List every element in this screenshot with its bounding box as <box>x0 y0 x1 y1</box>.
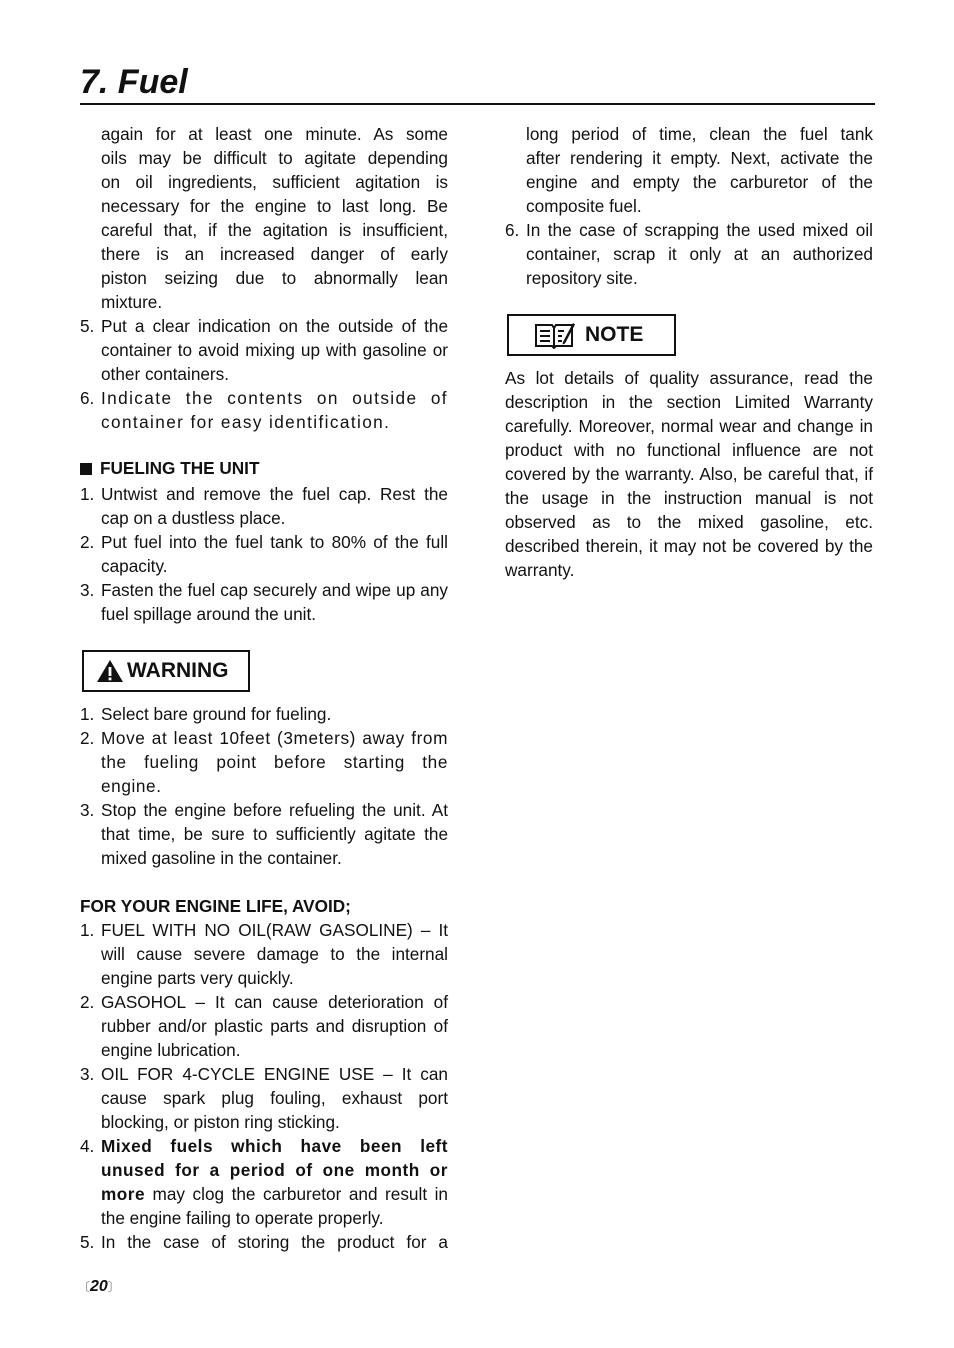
item-text <box>101 1134 448 1230</box>
item-number: 6. <box>80 388 95 408</box>
item-text: FUEL WITH NO OIL(RAW GASOLINE) – It will cause severe damage to the internal engine parts very quickly. <box>101 920 448 988</box>
item-number: 1. <box>80 704 95 724</box>
text-line: piston seizing due to abnormally lean <box>101 268 448 288</box>
bold-emphasis: Mixed fuels which have been left unused for a period of one month or more <box>101 1136 448 1204</box>
square-bullet-icon <box>80 463 92 475</box>
avoid-list <box>80 918 448 1254</box>
item-text: Put a clear indication on the outside of the container to avoid mixing up with gasoline or other containers. <box>101 316 448 384</box>
item-text: OIL FOR 4-CYCLE ENGINE USE – It can cause spark plug fouling, exhaust port blocking, or piston ring sticking. <box>101 1064 448 1132</box>
page-number-value: 20 <box>90 1278 108 1295</box>
text-line: long period of time, clean the fuel tank <box>526 124 873 144</box>
list-item <box>80 314 448 386</box>
list-item <box>80 530 448 578</box>
warning-label: WARNING <box>127 659 229 682</box>
continuation-paragraph <box>80 122 448 314</box>
text-line: after rendering it empty. Next, activate the <box>526 148 873 168</box>
item-number: 1. <box>80 484 95 504</box>
list-item <box>80 990 448 1062</box>
item-text-rest: may clog the carburetor and result in the engine failing to operate properly. <box>101 1184 448 1228</box>
text-line: engine and empty the carburetor of the <box>526 172 873 192</box>
list-item <box>80 578 448 626</box>
mixing-list <box>80 314 448 434</box>
text-line: mixture. <box>101 292 163 312</box>
warning-box <box>82 650 250 692</box>
item-number: 3. <box>80 1064 95 1084</box>
item-number: 2. <box>80 728 95 748</box>
right-column <box>505 122 873 582</box>
list-item <box>80 482 448 530</box>
list-item <box>80 798 448 870</box>
title-rule <box>80 103 875 105</box>
item-number: 6. <box>505 220 520 240</box>
scrap-list <box>505 218 873 290</box>
fueling-heading <box>80 456 448 480</box>
item-text: GASOHOL – It can cause deterioration of rubber and/or plastic parts and disruption of engine lubrication. <box>101 992 448 1060</box>
list-item <box>80 702 448 726</box>
item-text: In the case of scrapping the used mixed oil container, scrap it only at an authorized repository site. <box>526 220 873 288</box>
item-text: Move at least 10feet (3meters) away from the fueling point before starting the engine. <box>101 728 448 796</box>
item-number: 3. <box>80 580 95 600</box>
text-line: necessary for the engine to last long. Be <box>101 196 448 216</box>
list-item <box>80 918 448 990</box>
note-box <box>507 314 676 356</box>
item-number: 5. <box>80 316 95 336</box>
text-line: careful that, if the agitation is insufficient, <box>101 220 448 240</box>
warning-list <box>80 702 448 870</box>
list-item <box>80 386 448 434</box>
item-number: 3. <box>80 800 95 820</box>
avoid-heading: FOR YOUR ENGINE LIFE, AVOID; <box>80 896 351 916</box>
item-number: 4. <box>80 1136 95 1156</box>
item-number: 2. <box>80 532 95 552</box>
page-title: 7. Fuel <box>80 63 188 101</box>
item-text: Indicate the contents on outside of container for easy identification. <box>101 388 448 432</box>
item-text: In the case of storing the product for a <box>101 1232 448 1252</box>
text-line: on oil ingredients, sufficient agitation is <box>101 172 448 192</box>
continuation-paragraph <box>505 122 873 218</box>
item-text: Fasten the fuel cap securely and wipe up any fuel spillage around the unit. <box>101 580 448 624</box>
list-item <box>80 726 448 798</box>
open-book-pencil-icon <box>533 320 575 350</box>
text-line: oils may be difficult to agitate depending <box>101 148 448 168</box>
item-text: Select bare ground for fueling. <box>101 704 332 724</box>
page-number: 〔20〕 <box>78 1278 120 1295</box>
item-number: 5. <box>80 1232 95 1252</box>
item-number: 2. <box>80 992 95 1012</box>
item-text: Put fuel into the fuel tank to 80% of the full capacity. <box>101 532 448 576</box>
fueling-list <box>80 482 448 626</box>
item-number: 1. <box>80 920 95 940</box>
text-line: again for at least one minute. As some <box>101 124 448 144</box>
heading-text: FUELING THE UNIT <box>100 458 260 478</box>
left-column <box>80 122 448 1254</box>
item-text: Untwist and remove the fuel cap. Rest the cap on a dustless place. <box>101 484 448 528</box>
warning-triangle-icon <box>96 659 124 683</box>
text-line: there is an increased danger of early <box>101 244 448 264</box>
list-item <box>80 1062 448 1134</box>
list-item <box>80 1134 448 1230</box>
text-line: composite fuel. <box>526 196 642 216</box>
list-item <box>505 218 873 290</box>
note-label: NOTE <box>585 323 644 346</box>
list-item <box>80 1230 448 1254</box>
item-text: Stop the engine before refueling the unit. At that time, be sure to sufficiently agitate the mixed gasoline in the container. <box>101 800 448 868</box>
note-text: As lot details of quality assurance, read the description in the section Limited Warranty carefully. Moreover, normal wear and change in product with no functional influence are not covered by the warranty. Also, be careful that, if the usage in the instruction manual is not observed as to the mixed gasoline, etc. described therein, it may not be covered by the warranty. <box>505 368 873 580</box>
